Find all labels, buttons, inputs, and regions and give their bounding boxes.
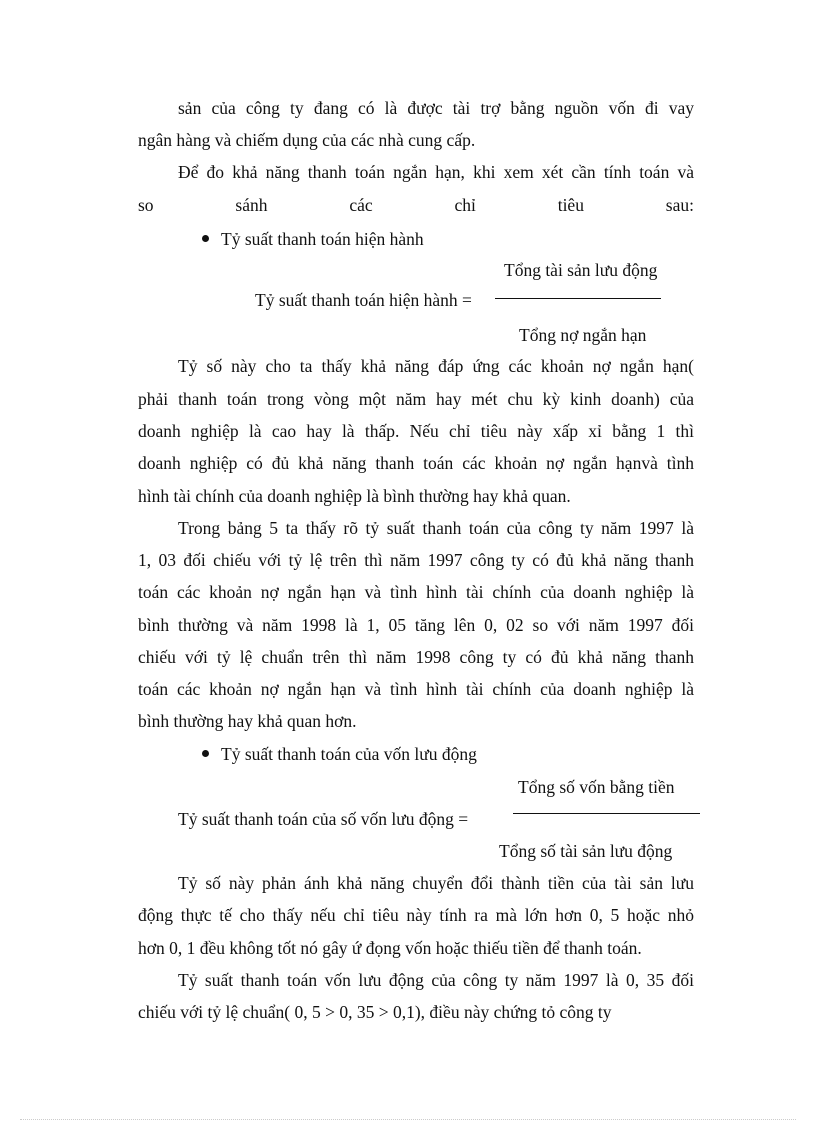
paragraph-line: hơn 0, 1 đều không tốt nó gây ứ đọng vốn hoặc thiếu tiền để thanh toán. <box>138 938 642 958</box>
paragraph-line: sản của công ty đang có là được tài trợ bằng nguồn vốn đi vay <box>178 98 694 118</box>
bullet-text: Tỷ suất thanh toán của vốn lưu động <box>221 744 477 764</box>
paragraph-line: hình tài chính của doanh nghiệp là bình thường hay khả quan. <box>138 486 571 506</box>
formula-label: Tỷ suất thanh toán hiện hành = <box>255 290 472 310</box>
formula-label: Tỷ suất thanh toán của số vốn lưu động = <box>178 809 469 829</box>
formula-denominator: Tổng số tài sản lưu động <box>499 841 673 861</box>
bullet-text: Tỷ suất thanh toán hiện hành <box>221 229 424 249</box>
paragraph-line: chiếu với tỷ lệ chuẩn trên thì năm 1998 công ty có đủ khả năng thanh <box>138 647 694 667</box>
paragraph-line: toán các khoản nợ ngắn hạn và tình hình tài chính của doanh nghiệp là <box>138 582 694 602</box>
paragraph-line: Trong bảng 5 ta thấy rõ tỷ suất thanh toán của công ty năm 1997 là <box>178 518 694 538</box>
page-bottom-rule <box>20 1119 796 1120</box>
paragraph-line: 1, 03 đối chiếu với tỷ lệ trên thì năm 1997 công ty có đủ khả năng thanh <box>138 550 694 570</box>
formula-denominator: Tổng nợ ngắn hạn <box>519 325 647 345</box>
paragraph-line: động thực tế cho thấy nếu chỉ tiêu này tính ra mà lớn hơn 0, 5 hoặc nhỏ <box>138 905 694 925</box>
formula-numerator: Tổng tài sản lưu động <box>504 260 658 280</box>
bullet-icon <box>202 750 209 757</box>
bullet-item <box>202 743 477 765</box>
paragraph-line: so sánh các chỉ tiêu sau: <box>138 195 694 215</box>
paragraph-line: Tỷ số này phản ánh khả năng chuyển đổi thành tiền của tài sản lưu <box>178 873 694 893</box>
paragraph-line: chiếu với tỷ lệ chuẩn( 0, 5 > 0, 35 > 0,1), điều này chứng tỏ công ty <box>138 1002 612 1022</box>
paragraph-line: Tỷ số này cho ta thấy khả năng đáp ứng các khoản nợ ngắn hạn( <box>178 356 694 376</box>
paragraph-line: doanh nghiệp là cao hay là thấp. Nếu chỉ tiêu này xấp xỉ bằng 1 thì <box>138 421 694 441</box>
paragraph-line: Để đo khả năng thanh toán ngắn hạn, khi xem xét cần tính toán và <box>178 162 694 182</box>
formula-numerator: Tổng số vốn bằng tiền <box>518 777 675 797</box>
fraction-bar <box>513 813 700 814</box>
paragraph-line: Tỷ suất thanh toán vốn lưu động của công ty năm 1997 là 0, 35 đối <box>178 970 694 990</box>
paragraph-line: toán các khoản nợ ngắn hạn và tình hình tài chính của doanh nghiệp là <box>138 679 694 699</box>
paragraph-line: bình thường hay khả quan hơn. <box>138 711 357 731</box>
paragraph-line: ngân hàng và chiếm dụng của các nhà cung cấp. <box>138 130 476 150</box>
paragraph-line: bình thường và năm 1998 là 1, 05 tăng lên 0, 02 so với năm 1997 đối <box>138 615 694 635</box>
paragraph-line: phải thanh toán trong vòng một năm hay mét chu kỳ kinh doanh) của <box>138 389 694 409</box>
fraction-bar <box>495 298 661 299</box>
paragraph-line: doanh nghiệp có đủ khả năng thanh toán các khoản nợ ngắn hạnvà tình <box>138 453 694 473</box>
bullet-item <box>202 228 424 250</box>
bullet-icon <box>202 235 209 242</box>
